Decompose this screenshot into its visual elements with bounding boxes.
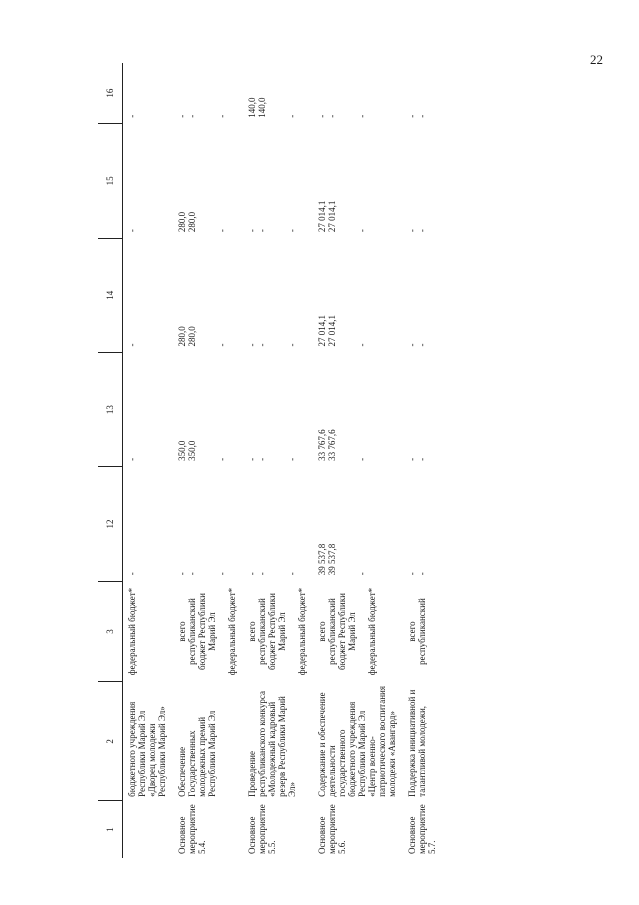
funding-source: всего республиканский бюджет Республики Марий Эл федеральный бюджет* (317, 587, 377, 676)
measure-id (123, 801, 174, 858)
funding-source: всего республиканский бюджет Республики Марий Эл федеральный бюджет* (177, 587, 237, 676)
value-col-12: 39 537,8 39 537,8 - (317, 543, 367, 576)
table-header-row (98, 63, 123, 858)
value-col-12: - (127, 572, 137, 576)
measure-id: Основное мероприятие 5.5. (247, 804, 277, 854)
value-col-12: - - - (177, 572, 227, 576)
column-header: 16 (98, 63, 123, 124)
column-header: 13 (98, 352, 123, 466)
value-col-14: - - (407, 343, 427, 347)
funding-source: всего республиканский бюджет Республики Марий Эл федеральный бюджет* (247, 587, 307, 676)
value-col-15: - - (407, 229, 427, 233)
column-header: 3 (98, 581, 123, 682)
measure-name: Обеспечение Государственных молодежных премий Республики Марий Эл (177, 710, 217, 797)
column-header: 1 (98, 801, 123, 858)
value-col-12: - - (407, 572, 427, 576)
measure-id: Основное мероприятие 5.6. (317, 804, 347, 854)
measure-name: бюджетного учреждения Республики Марий Эл «Дворец молодежи Республики Марий Эл» (127, 701, 167, 797)
table-row (243, 63, 313, 858)
measure-name: Поддержка инициативной и талантливой молодежи, (407, 689, 427, 797)
value-col-13: 33 767,6 33 767,6 - (317, 429, 367, 461)
value-col-14: 280,0 280,0 - (177, 326, 227, 347)
value-col-16: - - (407, 114, 427, 118)
funding-source: всего республиканский (407, 598, 427, 665)
value-col-14: 27 014,1 27 014,1 - (317, 314, 367, 347)
measure-id: Основное мероприятие 5.4. (177, 804, 207, 854)
value-col-14: - - - (247, 343, 297, 347)
table-row (123, 63, 174, 858)
column-header: 15 (98, 124, 123, 238)
value-col-13: - (127, 457, 137, 461)
table-row (173, 63, 243, 858)
measure-id: Основное мероприятие 5.7. (407, 804, 437, 854)
rotated-table-wrapper (98, 63, 603, 858)
value-col-13: 350,0 350,0 - (177, 440, 227, 461)
value-col-12: - - - (247, 572, 297, 576)
value-col-15: - (127, 229, 137, 233)
column-header: 14 (98, 238, 123, 352)
funding-source: федеральный бюджет* (127, 587, 137, 676)
value-col-13: - - - (247, 457, 297, 461)
value-col-15: 280,0 280,0 - (177, 211, 227, 233)
column-header: 12 (98, 467, 123, 581)
value-col-16: - - - (177, 114, 227, 118)
value-col-16: - - - (317, 114, 367, 118)
value-col-15: - - - (247, 229, 297, 233)
value-col-14: - (127, 343, 137, 347)
page-number: 22 (590, 52, 603, 67)
value-col-16: 140,0 140,0 - (247, 97, 297, 118)
measure-name: Содержание и обеспечение деятельности государственного бюджетного учреждения Республики Марий Эл «Центр военно-патриотического воспитания молодежи «Авангард» (317, 686, 397, 797)
column-header: 2 (98, 682, 123, 801)
measure-name: Проведение республиканского конкурса «Молодежный кадровый резерв Республики Марий Эл» (247, 690, 297, 797)
budget-table (98, 63, 443, 858)
table-row (313, 63, 403, 858)
value-col-15: 27 014,1 27 014,1 - (317, 200, 367, 233)
value-col-13: - - (407, 457, 427, 461)
value-col-16: - (127, 114, 137, 118)
table-row (403, 63, 443, 858)
